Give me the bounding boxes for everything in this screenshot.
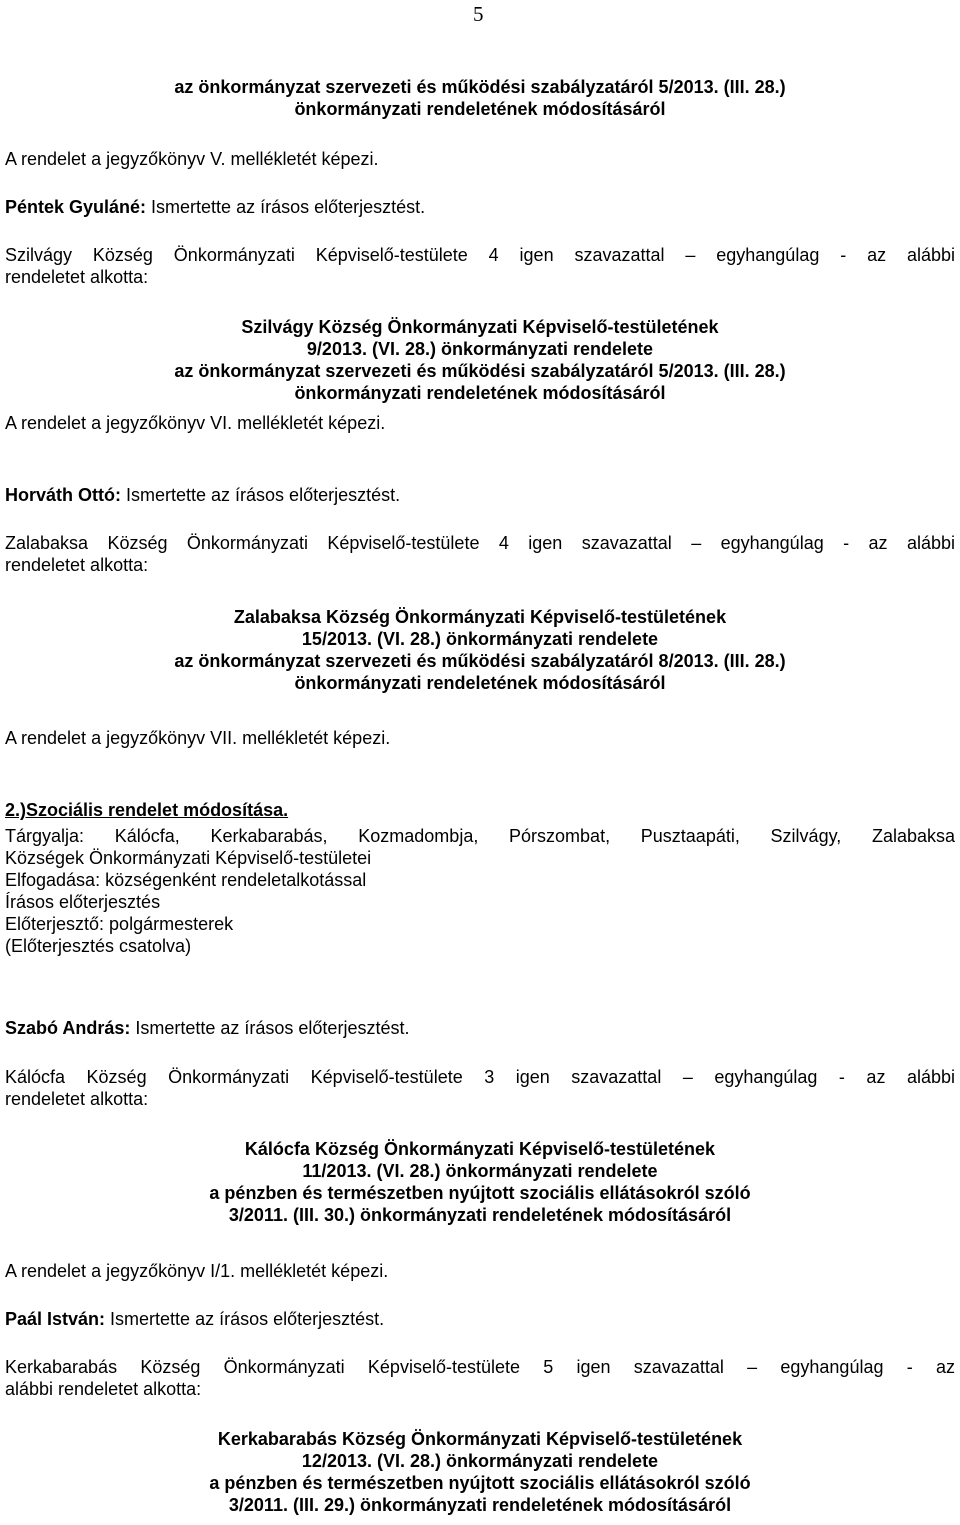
resolution-subject: az önkormányzat szervezeti és működési szabályzatáról 8/2013. (III. 28.) (174, 651, 786, 671)
speaker-text: Ismertette az írásos előterjesztést. (105, 1309, 385, 1329)
resolution-subject: 3/2011. (III. 29.) önkormányzati rendeletének módosításáról (228, 1495, 732, 1515)
speaker-name: Horváth Ottó: (5, 485, 121, 505)
resolution-title-continued (5, 76, 955, 120)
resolution-subject: önkormányzati rendeletének módosításáról (294, 383, 666, 403)
speaker-paragraph (5, 196, 955, 218)
agenda-details (5, 825, 955, 957)
resolution-title (5, 316, 955, 404)
proposal-type: Írásos előterjesztés (5, 892, 161, 912)
page-number: 5 (473, 2, 484, 26)
resolution-body: Kerkabarabás Község Önkormányzati Képviselő-testületének (217, 1429, 743, 1449)
resolution-subject: önkormányzati rendeletének módosításáról (294, 673, 666, 693)
attachment-note: (Előterjesztés csatolva) (5, 936, 192, 956)
vote-line: rendeletet alkotta: (5, 1089, 149, 1109)
resolution-subject: a pénzben és természetben nyújtott szociális ellátásokról szóló (209, 1183, 751, 1203)
vote-paragraph (5, 532, 955, 576)
vote-line: Zalabaksa Község Önkormányzati Képviselő-testülete 4 igen szavazattal – egyhangúlag - az alábbi (5, 533, 955, 553)
adoption-method: Elfogadása: községenként rendeletalkotással (5, 870, 367, 890)
resolution-number: 9/2013. (VI. 28.) önkormányzati rendelete (306, 339, 654, 359)
presenter: Előterjesztő: polgármesterek (5, 914, 234, 934)
resolution-number: 15/2013. (VI. 28.) önkormányzati rendelete (301, 629, 659, 649)
speaker-name: Péntek Gyuláné: (5, 197, 147, 217)
vote-paragraph (5, 244, 955, 288)
speaker-text: Ismertette az írásos előterjesztést. (130, 1018, 410, 1038)
speaker-name: Szabó András: (5, 1018, 131, 1038)
resolution-body: Kálócfa Község Önkormányzati Képviselő-testületének (244, 1139, 716, 1159)
speaker-paragraph (5, 484, 955, 506)
vote-paragraph (5, 1356, 955, 1400)
agenda-heading: 2.)Szociális rendelet módosítása. (5, 800, 289, 820)
vote-line: Kálócfa Község Önkormányzati Képviselő-testülete 3 igen szavazattal – egyhangúlag - az alábbi (5, 1067, 955, 1087)
speaker-paragraph (5, 1017, 955, 1039)
annex-note: A rendelet a jegyzőkönyv I/1. mellékletét képezi. (5, 1261, 389, 1281)
vote-line: rendeletet alkotta: (5, 555, 149, 575)
resolution-title-line: az önkormányzat szervezeti és működési szabályzatáról 5/2013. (III. 28.) (174, 77, 786, 97)
resolution-title (5, 606, 955, 694)
annex-note: A rendelet a jegyzőkönyv V. mellékletét képezi. (5, 149, 379, 169)
resolution-subject: 3/2011. (III. 30.) önkormányzati rendeletének módosításáról (228, 1205, 732, 1225)
annex-note: A rendelet a jegyzőkönyv VI. mellékletét képezi. (5, 413, 386, 433)
resolution-title (5, 1138, 955, 1226)
resolution-title (5, 1428, 955, 1516)
resolution-subject: az önkormányzat szervezeti és működési szabályzatáról 5/2013. (III. 28.) (174, 361, 786, 381)
resolution-title-line: önkormányzati rendeletének módosításáról (294, 99, 666, 119)
resolution-body: Szilvágy Község Önkormányzati Képviselő-testületének (241, 317, 719, 337)
annex-note: A rendelet a jegyzőkönyv VII. mellékletét képezi. (5, 728, 391, 748)
speaker-paragraph (5, 1308, 955, 1330)
vote-line: Kerkabarabás Község Önkormányzati Képviselő-testülete 5 igen szavazattal – egyhangúlag - az (5, 1357, 955, 1377)
resolution-number: 11/2013. (VI. 28.) önkormányzati rendelete (302, 1161, 658, 1181)
vote-line: alábbi rendeletet alkotta: (5, 1379, 202, 1399)
discussed-by: Községek Önkormányzati Képviselő-testületei (5, 848, 372, 868)
resolution-number: 12/2013. (VI. 28.) önkormányzati rendelete (301, 1451, 659, 1471)
resolution-subject: a pénzben és természetben nyújtott szociális ellátásokról szóló (209, 1473, 751, 1493)
resolution-body: Zalabaksa Község Önkormányzati Képviselő-testületének (233, 607, 727, 627)
vote-line: rendeletet alkotta: (5, 267, 149, 287)
vote-line: Szilvágy Község Önkormányzati Képviselő-testülete 4 igen szavazattal – egyhangúlag - az alábbi (5, 245, 955, 265)
speaker-text: Ismertette az írásos előterjesztést. (146, 197, 426, 217)
speaker-text: Ismertette az írásos előterjesztést. (121, 485, 401, 505)
speaker-name: Paál István: (5, 1309, 106, 1329)
vote-paragraph (5, 1066, 955, 1110)
discussed-by: Tárgyalja: Kálócfa, Kerkabarabás, Kozmadombja, Pórszombat, Pusztaapáti, Szilvágy, Zalabaksa (5, 826, 955, 846)
